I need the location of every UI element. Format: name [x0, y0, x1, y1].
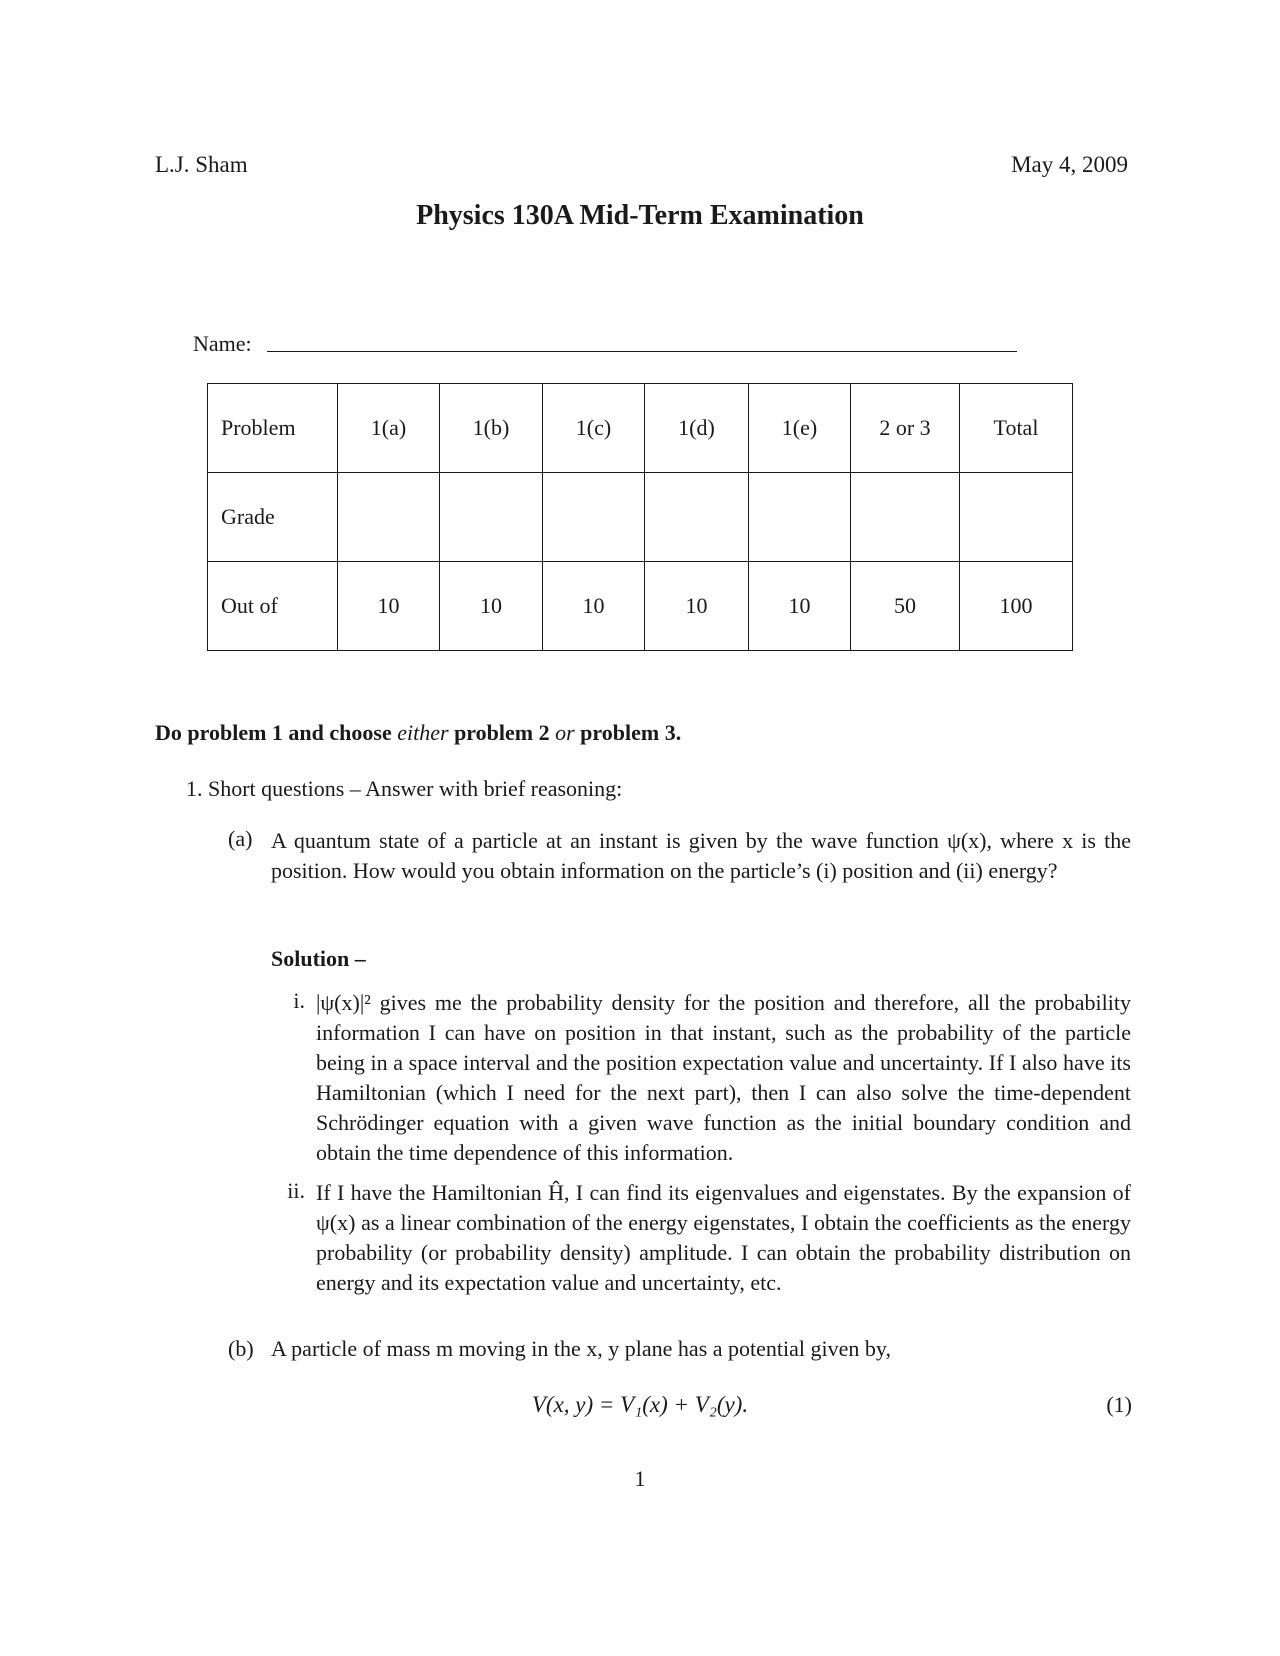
solution-label: Solution – — [271, 946, 366, 971]
grade-table-cell — [543, 473, 645, 562]
instructions-part1: Do problem 1 and choose — [155, 720, 398, 745]
solution-item-i-label: i. — [293, 988, 305, 1013]
grade-table-row — [208, 562, 1073, 651]
grade-table-cell: 1(d) — [645, 384, 749, 473]
name-underline — [267, 351, 1017, 352]
exam-date: May 4, 2009 — [1011, 152, 1128, 177]
name-label: Name: — [193, 331, 252, 356]
grade-table-row-label: Problem — [208, 384, 338, 473]
grade-table-cell: Total — [960, 384, 1073, 473]
grade-table-cell — [749, 473, 851, 562]
instructions-part3: problem 3. — [574, 720, 682, 745]
grade-table-cell: 1(a) — [338, 384, 440, 473]
instructions-part2: problem 2 — [448, 720, 556, 745]
grade-table-cell: 2 or 3 — [851, 384, 960, 473]
grade-table-cell: 1(c) — [543, 384, 645, 473]
question-1a-text: A quantum state of a particle at an instant is given by the wave function ψ(x), where x is the position. How would you obtain information on the particle’s (i) position and (ii) energy? — [271, 828, 1131, 883]
equation: V(x, y) = V₁(x) + V₂(y). — [531, 1392, 749, 1417]
page-title: Physics 130A Mid-Term Examination — [416, 200, 864, 231]
grade-table-row — [208, 473, 1073, 562]
grade-table-cell: 50 — [851, 562, 960, 651]
solution-item-i-text: |ψ(x)|² gives me the probability density for the position and therefore, all the probability information I can have on position in that instant, such as the probability of the particle being in a space interval and the position expectation value and uncertainty. If I also have its Hamiltonian (which I need for the next part), then I can also solve the time-dependent Schrödinger equation with a given wave function as the initial boundary condition and obtain the time dependence of this information. — [316, 990, 1131, 1165]
equation-number: (1) — [1106, 1392, 1132, 1417]
grade-table-cell — [645, 473, 749, 562]
grade-table-row-label: Out of — [208, 562, 338, 651]
question-1-heading: 1. Short questions – Answer with brief reasoning: — [186, 776, 623, 801]
grade-table-cell — [440, 473, 543, 562]
grade-table-cell — [960, 473, 1073, 562]
grade-table-cell: 1(e) — [749, 384, 851, 473]
solution-item-ii-text: If I have the Hamiltonian Ĥ, I can find its eigenvalues and eigenstates. By the expansion of ψ(x) as a linear combination of the energy eigenstates, I obtain the coefficients as the energy probability (or probability density) amplitude. I can obtain the probability distribution on energy and its expectation value and uncertainty, etc. — [316, 1180, 1131, 1295]
grade-table-cell: 10 — [338, 562, 440, 651]
question-1b-label: (b) — [228, 1336, 254, 1361]
grade-table-cell: 1(b) — [440, 384, 543, 473]
grade-table — [207, 383, 1073, 651]
question-1b-text: A particle of mass m moving in the x, y plane has a potential given by, — [271, 1336, 891, 1361]
grade-table-row-label: Grade — [208, 473, 338, 562]
page-number: 1 — [634, 1466, 646, 1491]
grade-table-cell: 100 — [960, 562, 1073, 651]
grade-table-cell: 10 — [543, 562, 645, 651]
grade-table-row — [208, 384, 1073, 473]
instructions-either: either — [397, 720, 449, 745]
grade-table-cell — [851, 473, 960, 562]
solution-item-ii-label: ii. — [287, 1178, 305, 1203]
question-1a-label: (a) — [228, 826, 253, 851]
grade-table-cell: 10 — [645, 562, 749, 651]
grade-table-cell: 10 — [749, 562, 851, 651]
instructions-or: or — [555, 720, 575, 745]
author-name: L.J. Sham — [155, 152, 248, 177]
grade-table-cell: 10 — [440, 562, 543, 651]
grade-table-cell — [338, 473, 440, 562]
instructions — [155, 720, 681, 746]
